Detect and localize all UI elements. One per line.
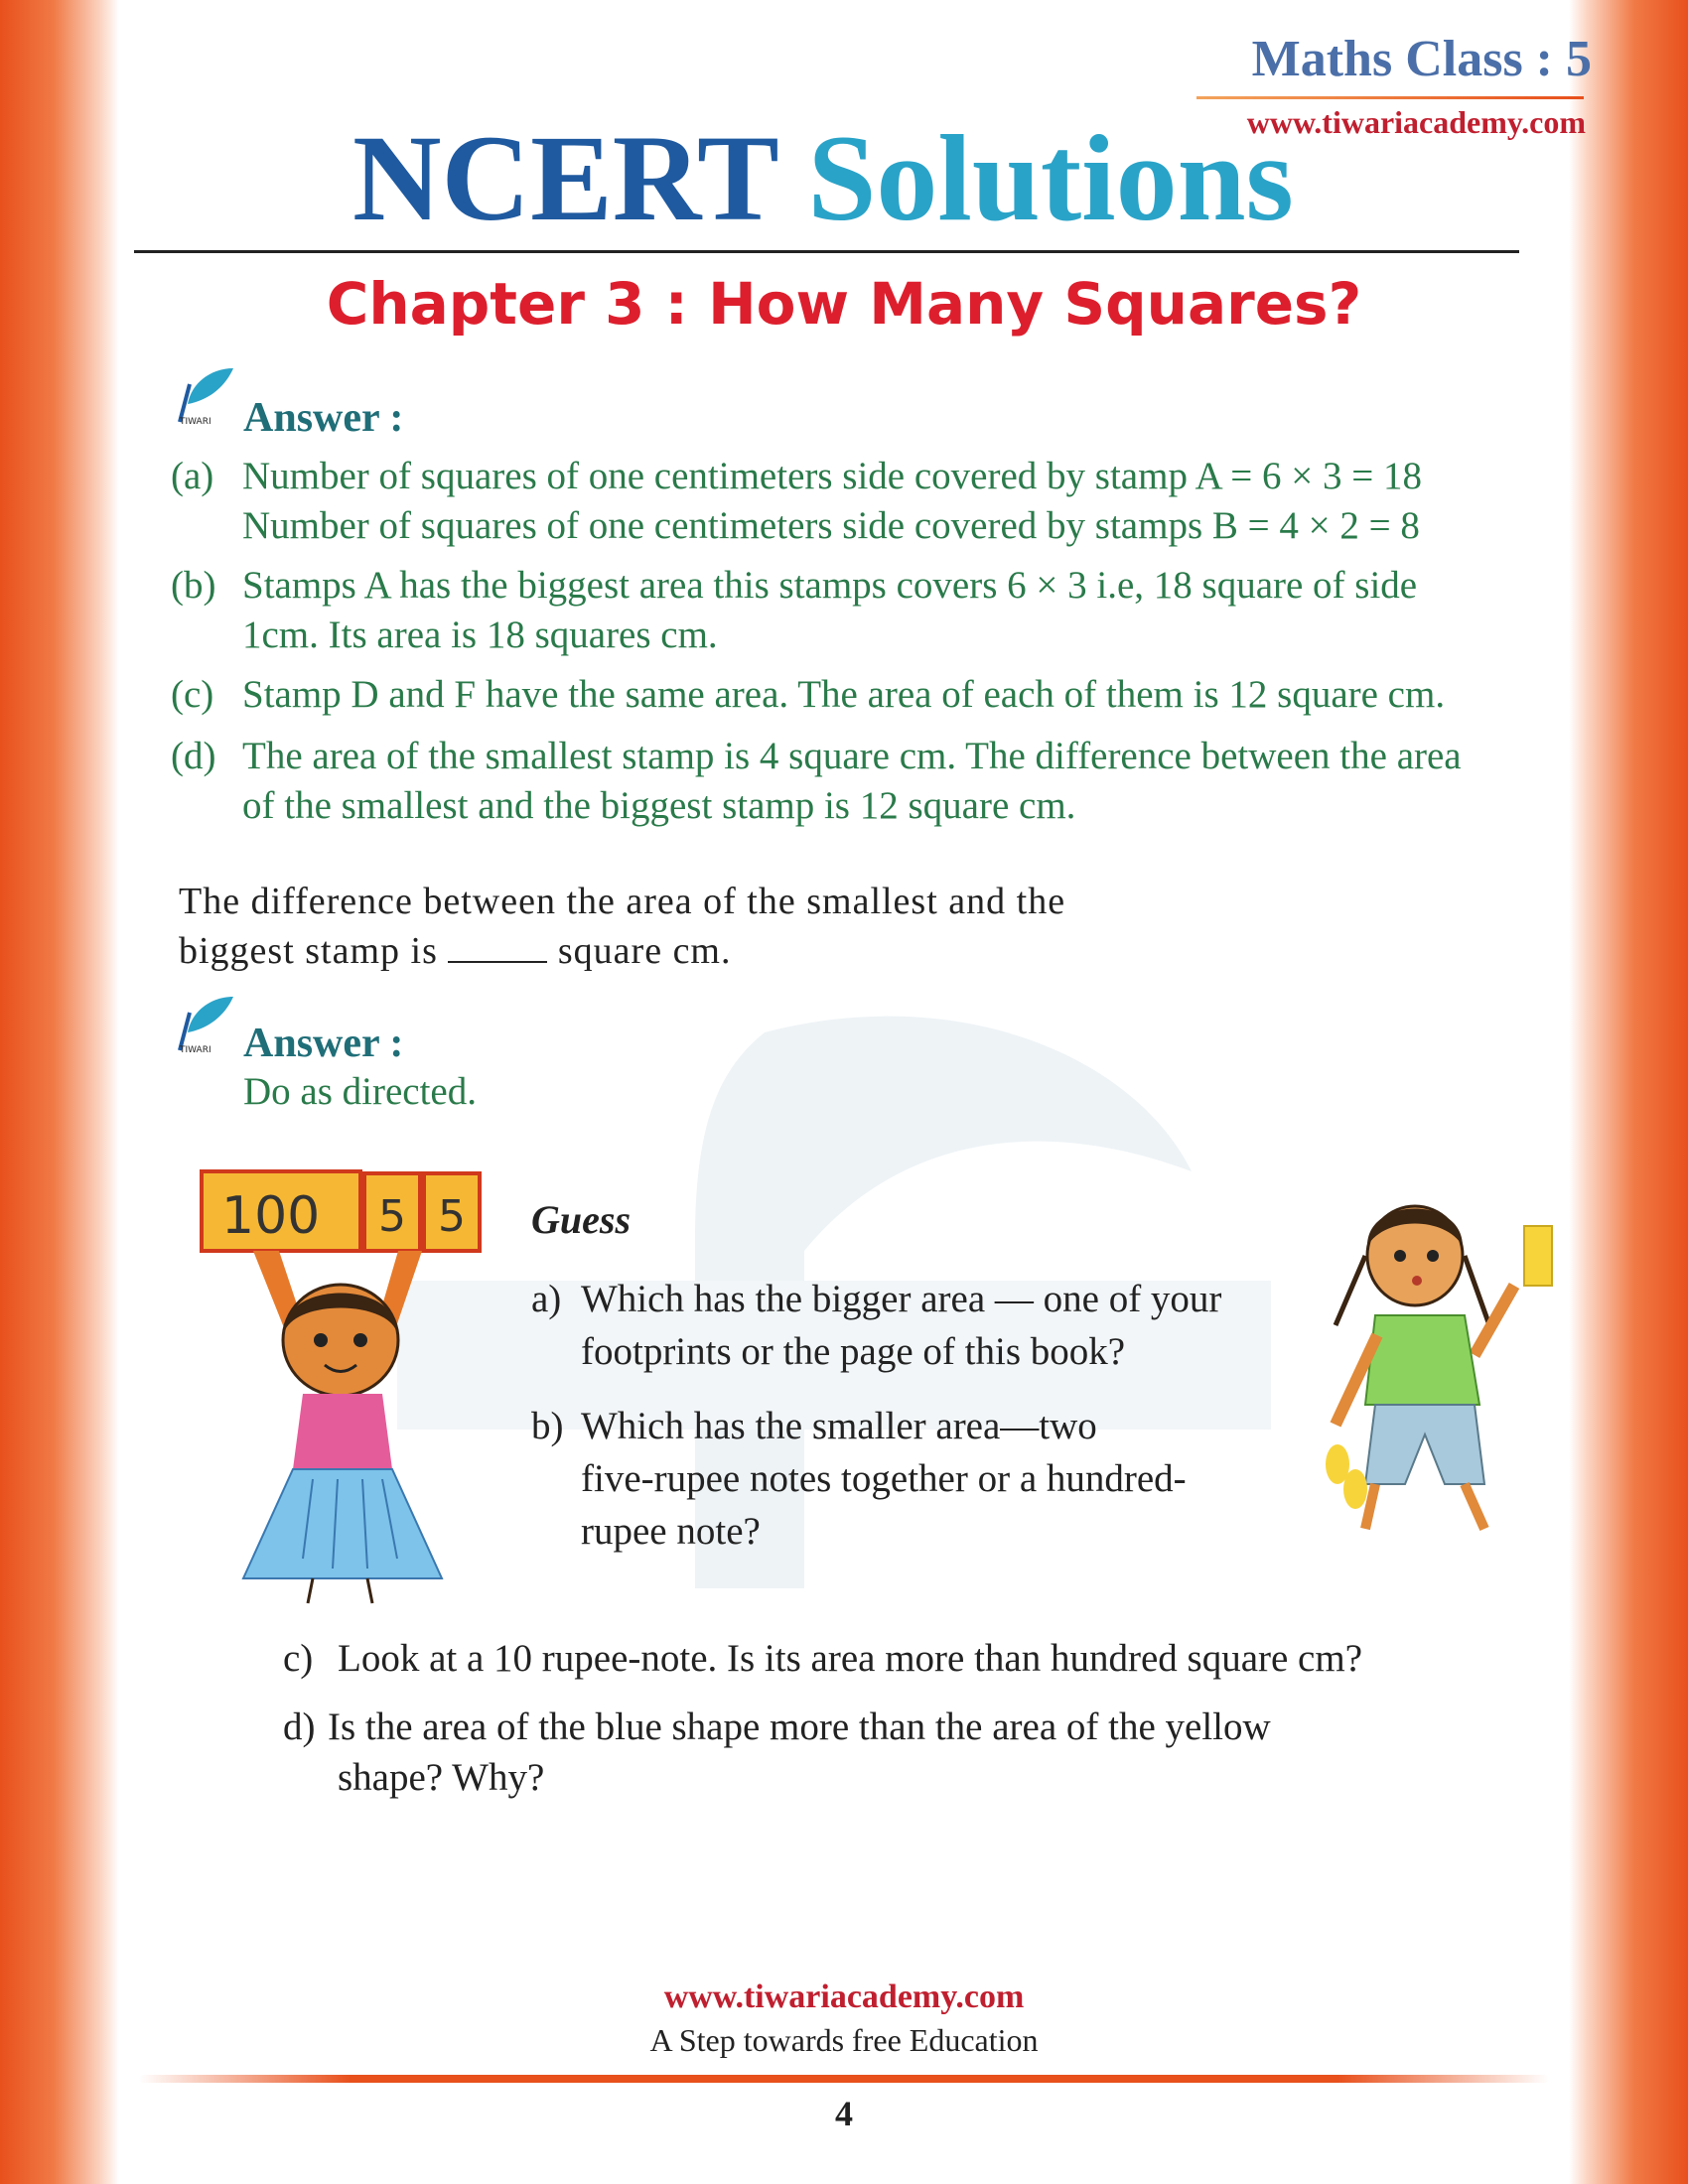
header-site-link[interactable]: www.tiwariacademy.com: [1246, 104, 1586, 140]
brand-word-solutions: Solutions: [807, 110, 1294, 246]
answer-line: of the smallest and the biggest stamp is 12 square cm.: [242, 784, 1076, 827]
answer-line: The area of the smallest stamp is 4 square cm. The difference between the area: [242, 735, 1462, 777]
answer-line: 1cm. Its area is 18 squares cm.: [242, 614, 718, 656]
answer-line: Number of squares of one centimeters side covered by stamps B = 4 × 2 = 8: [242, 504, 1420, 547]
guess-title: Guess: [531, 1197, 632, 1242]
guess-item-b: [531, 1400, 1301, 1558]
guess-line: five-rupee notes together or a hundred-: [581, 1457, 1187, 1500]
answer-item-label: (b): [171, 564, 216, 607]
answer-text-2: Do as directed.: [243, 1070, 477, 1113]
question-line: The difference between the area of the smallest and the: [179, 881, 1066, 922]
girl-holding-notes-illustration: [194, 1152, 511, 1608]
question-line: shape? Why?: [338, 1756, 545, 1799]
question-item-label: c): [283, 1637, 314, 1680]
guess-item-label: b): [531, 1405, 564, 1447]
footer-site-link[interactable]: www.tiwariacademy.com: [663, 1979, 1025, 2015]
note-5-text: 5: [438, 1191, 466, 1242]
question-item-c: [283, 1633, 1489, 1684]
logo-text: TIWARI: [180, 1045, 211, 1055]
logo-text: TIWARI: [180, 417, 211, 427]
guess-line: rupee note?: [581, 1510, 761, 1553]
answer-heading-1: Answer :: [243, 395, 404, 441]
guess-line: Which has the bigger area — one of your: [581, 1278, 1222, 1320]
answer-item-c: [171, 670, 1581, 720]
note-5-text: 5: [378, 1191, 406, 1242]
question-line: Look at a 10 rupee-note. Is its area more than hundred square cm?: [338, 1637, 1363, 1680]
question-item-label: d): [283, 1706, 316, 1748]
leaf-logo-icon: [174, 993, 235, 1060]
question-difference: [179, 877, 1286, 976]
page-number: 4: [835, 2094, 853, 2133]
answer-blank: [448, 931, 547, 963]
guess-item-label: a): [531, 1278, 562, 1320]
footer-tagline: A Step towards free Education: [649, 2022, 1039, 2058]
answer-item-label: (d): [171, 735, 216, 777]
answer-heading-2: Answer :: [243, 1021, 404, 1066]
leaf-logo-icon: [174, 364, 235, 432]
chapter-title: Chapter 3 : How Many Squares?: [326, 270, 1362, 338]
answer-item-a: [171, 452, 1581, 551]
question-text: biggest stamp is: [179, 930, 438, 972]
guess-line: Which has the smaller area—two: [581, 1405, 1097, 1447]
girl-standing-illustration: [1316, 1186, 1564, 1564]
answer-line: Number of squares of one centimeters side covered by stamp A = 6 × 3 = 18: [242, 455, 1423, 497]
class-label: Maths Class : 5: [1251, 31, 1592, 87]
brand-word-ncert: NCERT: [352, 110, 777, 246]
note-100-text: 100: [221, 1186, 321, 1246]
answer-item-label: (a): [171, 455, 214, 497]
question-item-d: [283, 1702, 1489, 1803]
answer-item-label: (c): [171, 673, 214, 716]
brand-title: [352, 110, 1294, 246]
title-divider: [134, 250, 1519, 253]
answer-item-d: [171, 732, 1581, 831]
question-text: square cm.: [557, 930, 732, 972]
answer-item-b: [171, 561, 1581, 660]
answer-line: Stamp D and F have the same area. The area of each of them is 12 square cm.: [242, 673, 1446, 716]
header-rule: [1196, 96, 1584, 99]
question-line: [179, 926, 1286, 976]
footer-rule: [139, 2075, 1549, 2083]
answer-line: Stamps A has the biggest area this stamps covers 6 × 3 i.e, 18 square of side: [242, 564, 1418, 607]
guess-item-a: [531, 1273, 1301, 1378]
question-line: Is the area of the blue shape more than the area of the yellow: [328, 1706, 1271, 1748]
guess-line: footprints or the page of this book?: [581, 1330, 1126, 1373]
